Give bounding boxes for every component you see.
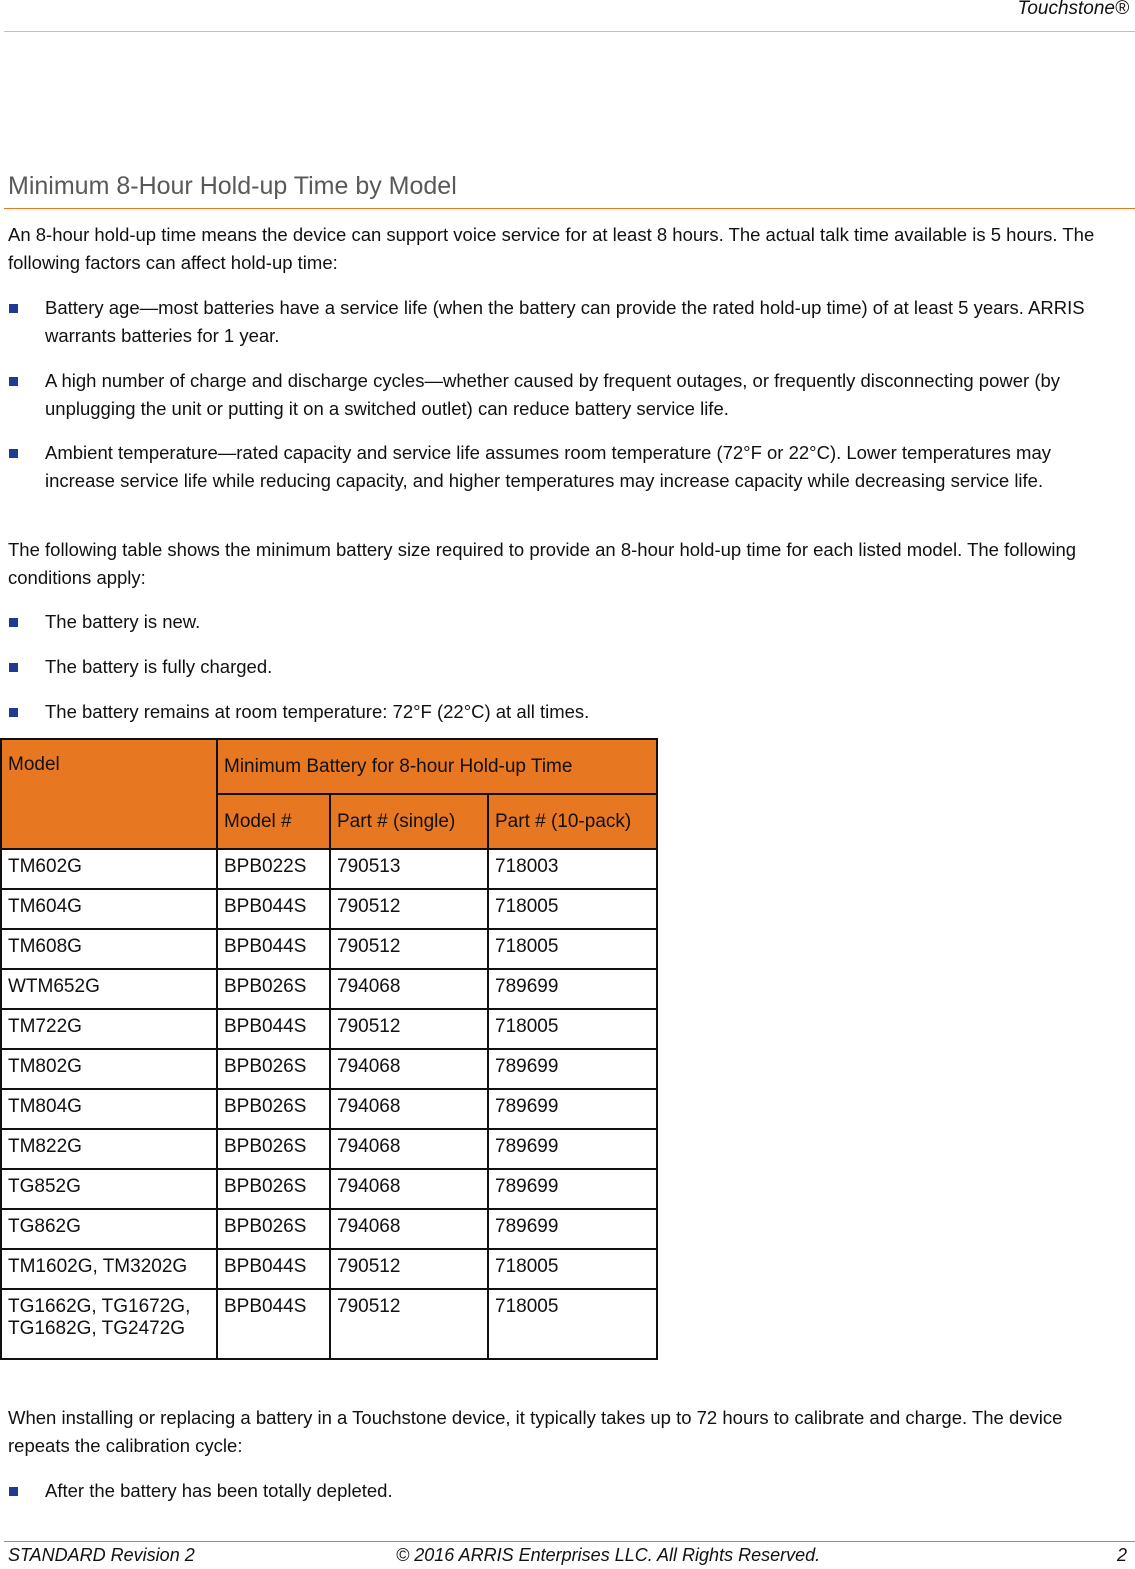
header-model: Model — [1, 739, 217, 849]
condition-item: The battery remains at room temperature: 72°F (22°C) at all times. — [45, 701, 590, 722]
table-row — [1, 1129, 657, 1169]
table-row — [1, 1289, 657, 1359]
cell-part-10: 789699 — [488, 1169, 657, 1209]
header-part-10: Part # (10-pack) — [488, 794, 657, 849]
footer-page-number: 2 — [1116, 1545, 1127, 1565]
cell-model-no: BPB044S — [217, 1009, 330, 1049]
cell-model: TM804G — [1, 1089, 217, 1129]
cell-part-10: 789699 — [488, 1049, 657, 1089]
cell-model-no: BPB044S — [217, 929, 330, 969]
header-group: Minimum Battery for 8-hour Hold-up Time — [217, 739, 657, 794]
cell-model-no: BPB044S — [217, 1289, 330, 1359]
table-row — [1, 849, 657, 889]
cell-part-single: 790512 — [330, 1289, 488, 1359]
cell-model: TM822G — [1, 1129, 217, 1169]
cell-model: TM602G — [1, 849, 217, 889]
cell-model: TM802G — [1, 1049, 217, 1089]
factor-item: A high number of charge and discharge cycles—whether caused by frequent outages, or frequently disconnecting power (by unplugging the unit or putting it on a switched outlet) can reduce battery service life. — [45, 370, 1061, 419]
cell-model-no: BPB022S — [217, 849, 330, 889]
table-row — [1, 969, 657, 1009]
header-divider — [4, 31, 1135, 32]
cell-part-single: 790512 — [330, 929, 488, 969]
factor-item: Ambient temperature—rated capacity and service life assumes room temperature (72°F or 22°C). Lower temperatures may increase service life while reducing capacity, and higher temperatures may increase capacity while decreasing service life. — [45, 442, 1051, 491]
cell-part-single: 794068 — [330, 1169, 488, 1209]
table-row — [1, 1209, 657, 1249]
table-row — [1, 1009, 657, 1049]
cell-model: TM608G — [1, 929, 217, 969]
cell-part-single: 790512 — [330, 1249, 488, 1289]
section-title: Minimum 8-Hour Hold-up Time by Model — [8, 172, 457, 200]
cell-model: TM722G — [1, 1009, 217, 1049]
battery-table — [0, 738, 658, 1360]
cell-part-single: 794068 — [330, 1129, 488, 1169]
cell-model-no: BPB026S — [217, 1049, 330, 1089]
bullet-icon — [9, 708, 18, 717]
cell-part-single: 794068 — [330, 969, 488, 1009]
cell-part-10: 718005 — [488, 1009, 657, 1049]
intro-paragraph: An 8-hour hold-up time means the device can support voice service for at least 8 hours. The actual talk time available is 5 hours. The following factors can affect hold-up time: — [8, 224, 1095, 273]
cell-model: TG852G — [1, 1169, 217, 1209]
bullet-icon — [9, 618, 18, 627]
cell-part-10: 789699 — [488, 1209, 657, 1249]
footer-revision: STANDARD Revision 2 — [8, 1545, 195, 1565]
cell-part-10: 718005 — [488, 1249, 657, 1289]
cell-model-no: BPB044S — [217, 1249, 330, 1289]
table-row — [1, 1089, 657, 1129]
cell-model-no: BPB026S — [217, 1089, 330, 1129]
bullet-icon — [9, 663, 18, 672]
cell-part-10: 718005 — [488, 889, 657, 929]
cell-part-10: 789699 — [488, 1089, 657, 1129]
cell-part-10: 789699 — [488, 969, 657, 1009]
cell-part-10: 789699 — [488, 1129, 657, 1169]
table-intro: The following table shows the minimum battery size required to provide an 8-hour hold-up time for each listed model. The following conditions apply: — [8, 539, 1077, 588]
table-row — [1, 1169, 657, 1209]
calibration-item: After the battery has been totally depleted. — [45, 1480, 393, 1501]
table-row — [1, 1049, 657, 1089]
bullet-icon — [9, 304, 18, 313]
cell-part-10: 718005 — [488, 1289, 657, 1359]
header-model-no: Model # — [217, 794, 330, 849]
cell-model-no: BPB026S — [217, 1129, 330, 1169]
cell-part-single: 790513 — [330, 849, 488, 889]
cell-part-single: 794068 — [330, 1209, 488, 1249]
bullet-icon — [9, 449, 18, 458]
factor-item: Battery age—most batteries have a service life (when the battery can provide the rated hold-up time) of at least 5 years. ARRIS warrants batteries for 1 year. — [45, 297, 1085, 346]
table-row — [1, 929, 657, 969]
cell-part-single: 794068 — [330, 1049, 488, 1089]
cell-model: TM604G — [1, 889, 217, 929]
cell-model: TG1662G, TG1672G, TG1682G, TG2472G — [1, 1289, 217, 1359]
condition-item: The battery is new. — [45, 611, 201, 632]
cell-part-10: 718005 — [488, 929, 657, 969]
cell-model: WTM652G — [1, 969, 217, 1009]
cell-model: TM1602G, TM3202G — [1, 1249, 217, 1289]
cell-part-single: 790512 — [330, 889, 488, 929]
bullet-icon — [9, 1487, 18, 1496]
cell-model-no: BPB044S — [217, 889, 330, 929]
bullet-icon — [9, 377, 18, 386]
cell-part-single: 794068 — [330, 1089, 488, 1129]
table-row — [1, 889, 657, 929]
title-divider — [4, 208, 1135, 209]
condition-item: The battery is fully charged. — [45, 656, 273, 677]
footer-divider — [4, 1541, 1135, 1542]
header-brand: Touchstone® — [1017, 0, 1129, 19]
calibration-paragraph: When installing or replacing a battery in a Touchstone device, it typically takes up to 72 hours to calibrate and charge. The device repeats the calibration cycle: — [8, 1407, 1063, 1456]
footer-copyright: © 2016 ARRIS Enterprises LLC. All Rights Reserved. — [396, 1545, 821, 1565]
cell-model-no: BPB026S — [217, 1209, 330, 1249]
cell-part-single: 790512 — [330, 1009, 488, 1049]
cell-model-no: BPB026S — [217, 1169, 330, 1209]
cell-model: TG862G — [1, 1209, 217, 1249]
table-row — [1, 1249, 657, 1289]
cell-model-no: BPB026S — [217, 969, 330, 1009]
cell-part-10: 718003 — [488, 849, 657, 889]
header-part-single: Part # (single) — [330, 794, 488, 849]
